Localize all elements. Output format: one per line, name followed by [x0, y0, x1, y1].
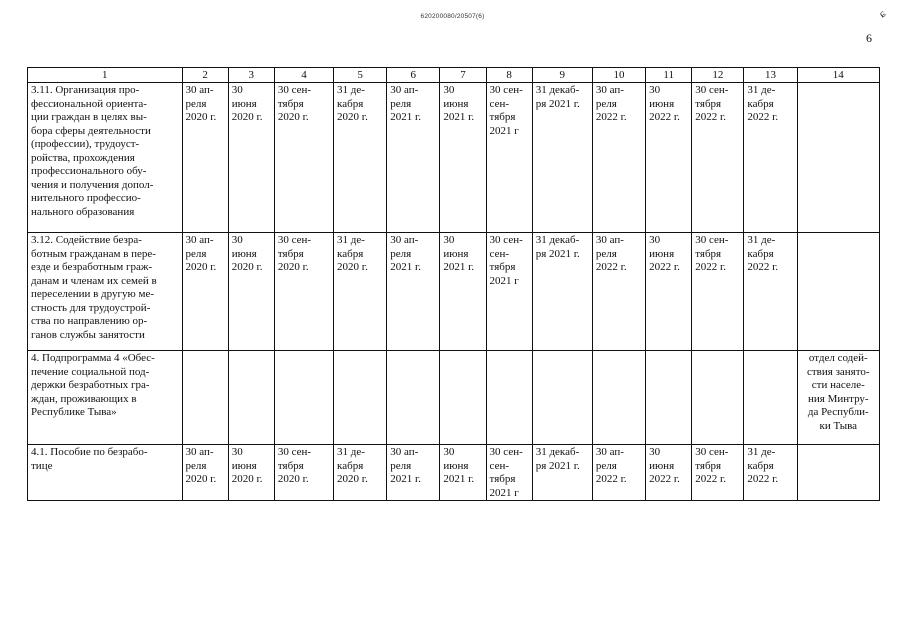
deadline-cell — [532, 445, 592, 501]
deadline-cell — [744, 233, 797, 351]
cell-line: 31 де- — [747, 84, 776, 96]
cell-line: 3.11. Организация про- — [31, 84, 140, 96]
column-header: 9 — [532, 68, 592, 83]
deadline-cell — [387, 351, 440, 445]
page-number: 6 — [866, 31, 872, 45]
cell-line: нального образования — [31, 205, 135, 218]
deadline-cell — [486, 233, 532, 351]
cell-line: тября — [489, 473, 516, 485]
cell-line: ции граждан в целях вы- — [31, 111, 147, 123]
cell-line: сен- — [489, 459, 509, 472]
cell-line: 30 ап- — [185, 446, 214, 458]
handwritten-mark: ɕ — [877, 7, 888, 21]
cell-line: 30 ап- — [185, 84, 214, 96]
cell-line: 2022 г. — [649, 261, 680, 273]
cell-line: ря 2021 г. — [535, 97, 580, 110]
deadline-cell — [592, 445, 645, 501]
deadline-cell — [692, 351, 744, 445]
cell-line: июня — [649, 459, 675, 472]
column-header: 5 — [334, 68, 387, 83]
cell-line: 30 сен- — [695, 446, 729, 458]
cell-line: сти населе- — [811, 379, 865, 391]
deadline-cell — [334, 445, 387, 501]
cell-line: 2020 г. — [277, 261, 309, 273]
column-header: 2 — [182, 68, 228, 83]
cell-line: 30 сен- — [489, 234, 523, 246]
cell-line: 2021 г. — [390, 111, 421, 123]
cell-line: бора сферы деятельности — [31, 124, 151, 137]
column-header: 8 — [486, 68, 532, 83]
cell-line: ждан, проживающих в — [31, 392, 137, 405]
cell-line: 2021 г — [489, 124, 519, 137]
cell-line: 4.1. Пособие по безрабо- — [31, 446, 148, 458]
deadline-cell — [592, 351, 645, 445]
deadline-cell — [387, 233, 440, 351]
deadline-cell — [182, 445, 228, 501]
cell-line: 30 сен- — [277, 446, 312, 458]
cell-line: 3.12. Содействие безра- — [31, 234, 142, 246]
cell-line: 2022 г. — [747, 111, 779, 123]
cell-line: кабря — [337, 459, 364, 472]
cell-line: 2022 г. — [649, 473, 680, 485]
deadline-cell — [274, 351, 333, 445]
cell-line: 30 — [443, 446, 455, 458]
deadline-cell — [486, 445, 532, 501]
cell-line: кабря — [747, 247, 774, 260]
cell-line: 30 ап- — [595, 234, 624, 246]
cell-line: июня — [231, 459, 257, 472]
cell-line: ния Минтру- — [807, 392, 869, 405]
cell-line: тября — [489, 261, 516, 273]
cell-line: 31 де- — [337, 234, 365, 246]
cell-line: отдел содей- — [808, 352, 868, 364]
deadline-cell — [646, 351, 692, 445]
cell-line: сен- — [489, 97, 509, 110]
cell-line: тября — [277, 97, 304, 110]
cell-line: ствия занято- — [806, 365, 870, 378]
cell-line: тября — [695, 97, 722, 110]
cell-line: да Республи- — [807, 406, 869, 418]
cell-line: кабря — [337, 97, 364, 110]
cell-line: ря 2021 г. — [535, 247, 580, 260]
deadline-cell — [274, 83, 333, 233]
cell-line: реля — [185, 97, 207, 110]
cell-line: 30 ап- — [390, 84, 419, 96]
cell-line: 30 — [231, 84, 243, 96]
cell-line: 30 сен- — [695, 234, 729, 246]
deadline-cell — [692, 83, 744, 233]
activity-description — [28, 351, 183, 445]
deadline-cell — [334, 351, 387, 445]
cell-line: кабря — [747, 97, 774, 110]
cell-line: 31 де- — [337, 84, 365, 96]
cell-line: 2022 г. — [695, 111, 727, 123]
deadline-cell — [387, 83, 440, 233]
cell-line: 2021 г. — [390, 473, 421, 485]
cell-line: реля — [595, 247, 617, 260]
cell-line: ря 2021 г. — [535, 459, 580, 472]
cell-line: 2020 г. — [337, 473, 368, 485]
cell-line: 4. Подпрограмма 4 «Обес- — [31, 352, 155, 364]
cell-line: 31 де- — [747, 234, 776, 246]
deadline-cell — [228, 83, 274, 233]
cell-line: переселении в другую ме- — [31, 288, 154, 300]
column-header: 7 — [440, 68, 486, 83]
cell-line: июня — [443, 97, 469, 110]
cell-line: (профессии), трудоуст- — [31, 138, 140, 150]
cell-line: 2020 г. — [277, 111, 309, 123]
cell-line: 30 — [649, 446, 661, 458]
responsible-executor — [797, 351, 879, 445]
cell-line: тября — [489, 111, 516, 123]
cell-line: 31 декаб- — [535, 446, 580, 458]
responsible-executor — [797, 83, 879, 233]
table-row-3-12 — [28, 233, 880, 351]
responsible-executor — [797, 233, 879, 351]
cell-line: 30 — [443, 234, 455, 246]
column-header: 6 — [387, 68, 440, 83]
cell-line: 31 де- — [337, 446, 365, 458]
cell-line: 30 — [649, 234, 661, 246]
cell-line: сен- — [489, 247, 509, 260]
deadline-cell — [592, 233, 645, 351]
cell-line: 2022 г. — [649, 111, 680, 123]
cell-line: тября — [277, 247, 304, 260]
cell-line: тября — [695, 247, 722, 260]
cell-line: июня — [231, 247, 257, 260]
cell-line: профессионального обу- — [31, 165, 147, 177]
deadline-cell — [387, 445, 440, 501]
cell-line: 31 декаб- — [535, 234, 580, 246]
activity-description — [28, 445, 183, 501]
cell-line: 2022 г. — [595, 473, 627, 485]
cell-line: 30 — [231, 446, 243, 458]
table-row-4 — [28, 351, 880, 445]
cell-line: чения и получения допол- — [31, 178, 154, 191]
table-row-4-1 — [28, 445, 880, 501]
deadline-cell — [646, 445, 692, 501]
cell-line: 2020 г. — [337, 111, 368, 123]
cell-line: 30 ап- — [185, 234, 214, 246]
deadline-cell — [440, 445, 486, 501]
deadline-cell — [692, 445, 744, 501]
cell-line: 2020 г. — [337, 261, 368, 273]
cell-line: 2022 г. — [695, 261, 727, 273]
cell-line: кабря — [747, 459, 774, 472]
cell-line: 2020 г. — [277, 473, 309, 485]
cell-line: ганов службы занятости — [31, 328, 145, 341]
cell-line: реля — [185, 459, 207, 472]
cell-line: 2022 г. — [747, 473, 779, 485]
cell-line: 2021 г. — [443, 261, 475, 273]
table-row-3-11 — [28, 83, 880, 233]
deadline-cell — [646, 233, 692, 351]
schedule-table — [27, 67, 880, 501]
cell-line: 2022 г. — [747, 261, 779, 273]
column-number-row — [28, 68, 880, 83]
cell-line: данам и членам их семей в — [31, 274, 157, 287]
deadline-cell — [228, 233, 274, 351]
deadline-cell — [692, 233, 744, 351]
cell-line: реля — [390, 247, 412, 260]
cell-line: 2021 г — [489, 274, 519, 287]
deadline-cell — [274, 233, 333, 351]
cell-line: 30 сен- — [695, 84, 729, 96]
cell-line: тября — [277, 459, 304, 472]
cell-line: 30 — [231, 234, 243, 246]
activity-description — [28, 83, 183, 233]
deadline-cell — [486, 83, 532, 233]
column-header: 3 — [228, 68, 274, 83]
column-header: 14 — [797, 68, 879, 83]
document-code: 620200080/20507(6) — [420, 13, 485, 20]
cell-line: держки безработных гра- — [31, 379, 150, 391]
deadline-cell — [440, 233, 486, 351]
deadline-cell — [646, 83, 692, 233]
cell-line: реля — [595, 459, 617, 472]
cell-line: 30 ап- — [595, 446, 624, 458]
column-header: 11 — [646, 68, 692, 83]
cell-line: печение социальной под- — [31, 365, 150, 378]
deadline-cell — [744, 83, 797, 233]
cell-line: 2020 г. — [231, 111, 263, 123]
deadline-cell — [182, 83, 228, 233]
cell-line: 30 сен- — [489, 446, 523, 458]
cell-line: 2021 г. — [443, 111, 475, 123]
deadline-cell — [334, 83, 387, 233]
cell-line: тября — [695, 459, 722, 472]
cell-line: 2020 г. — [185, 111, 217, 123]
cell-line: 2020 г. — [231, 261, 263, 273]
cell-line: 2020 г. — [185, 473, 217, 485]
cell-line: 30 сен- — [277, 234, 312, 246]
cell-line: реля — [390, 97, 412, 110]
deadline-cell — [334, 233, 387, 351]
cell-line: 31 де- — [747, 446, 776, 458]
column-header: 13 — [744, 68, 797, 83]
cell-line: ства по направлению ор- — [31, 315, 148, 327]
cell-line: 2021 г. — [443, 473, 475, 485]
column-header: 1 — [28, 68, 183, 83]
cell-line: ройства, прохождения — [31, 151, 135, 164]
deadline-cell — [274, 445, 333, 501]
cell-line: июня — [649, 97, 675, 110]
cell-line: 2022 г. — [595, 261, 627, 273]
column-header: 4 — [274, 68, 333, 83]
cell-line: 30 ап- — [390, 234, 419, 246]
cell-line: ки Тыва — [819, 419, 858, 432]
cell-line: тице — [31, 459, 53, 472]
cell-line: Республике Тыва» — [31, 406, 117, 418]
cell-line: июня — [649, 247, 675, 260]
cell-line: 30 — [649, 84, 661, 96]
cell-line: реля — [185, 247, 207, 260]
deadline-cell — [228, 445, 274, 501]
cell-line: 2022 г. — [695, 473, 727, 485]
cell-line: 30 ап- — [595, 84, 624, 96]
column-header: 10 — [592, 68, 645, 83]
deadline-cell — [440, 83, 486, 233]
deadline-cell — [592, 83, 645, 233]
cell-line: реля — [390, 459, 412, 472]
cell-line: июня — [231, 97, 257, 110]
responsible-executor — [797, 445, 879, 501]
cell-line: 2020 г. — [231, 473, 263, 485]
cell-line: 30 — [443, 84, 455, 96]
cell-line: июня — [443, 247, 469, 260]
deadline-cell — [182, 351, 228, 445]
cell-line: 30 сен- — [489, 84, 523, 96]
deadline-cell — [532, 233, 592, 351]
cell-line: 30 ап- — [390, 446, 419, 458]
cell-line: езде и безработным граж- — [31, 261, 153, 273]
cell-line: кабря — [337, 247, 364, 260]
cell-line: 30 сен- — [277, 84, 312, 96]
deadline-cell — [228, 351, 274, 445]
cell-line: 2020 г. — [185, 261, 217, 273]
cell-line: реля — [595, 97, 617, 110]
deadline-cell — [182, 233, 228, 351]
activity-description — [28, 233, 183, 351]
cell-line: июня — [443, 459, 469, 472]
cell-line: 31 декаб- — [535, 84, 580, 96]
cell-line: фессиональной ориента- — [31, 97, 147, 110]
deadline-cell — [532, 83, 592, 233]
deadline-cell — [440, 351, 486, 445]
cell-line: 2022 г. — [595, 111, 627, 123]
column-header: 12 — [692, 68, 744, 83]
cell-line: 2021 г. — [390, 261, 421, 273]
cell-line: нительного профессио- — [31, 192, 141, 204]
cell-line: 2021 г — [489, 486, 519, 499]
deadline-cell — [744, 351, 797, 445]
deadline-cell — [532, 351, 592, 445]
deadline-cell — [486, 351, 532, 445]
cell-line: стность для трудоустрой- — [31, 301, 151, 314]
cell-line: ботным гражданам в пере- — [31, 247, 156, 260]
deadline-cell — [744, 445, 797, 501]
